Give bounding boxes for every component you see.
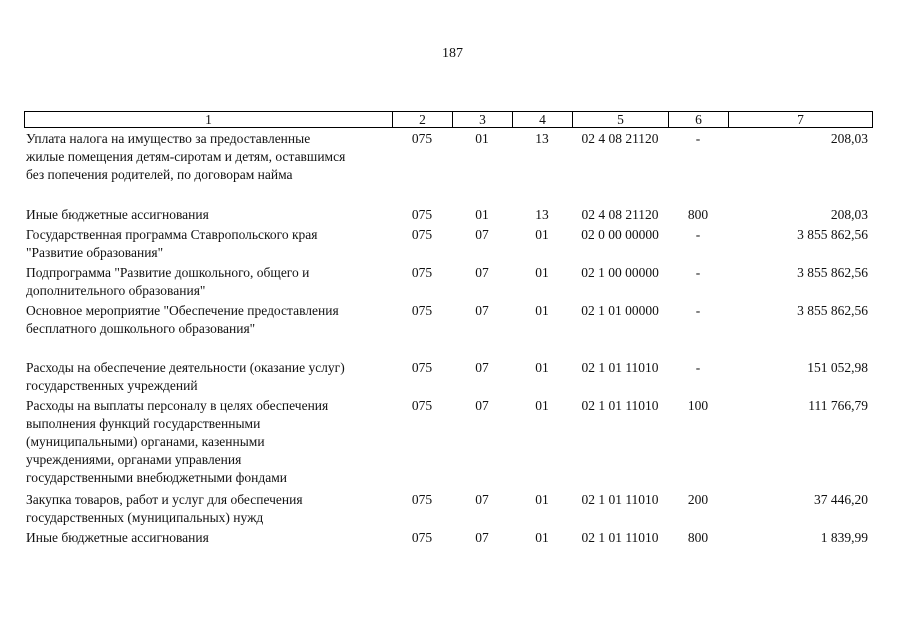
row-name-line: бесплатного дошкольного образования" <box>26 321 256 336</box>
row-name-line: дополнительного образования" <box>26 283 206 298</box>
row-target-article-code: 02 1 01 11010 <box>581 398 659 413</box>
row-name-line: выполнения функций государственными <box>26 416 261 431</box>
row-section-code: 01 <box>475 207 489 222</box>
row-name-line: Расходы на обеспечение деятельности (оказание услуг) <box>26 360 345 375</box>
column-header-row <box>25 112 873 128</box>
row-subsection-code: 01 <box>535 265 549 280</box>
row-section-code: 07 <box>475 398 489 413</box>
row-section-code: 07 <box>475 492 489 507</box>
row-name <box>26 264 394 300</box>
row-department-code: 075 <box>411 303 433 318</box>
row-name-line: Иные бюджетные ассигнования <box>26 530 209 545</box>
row-section-code: 07 <box>475 360 489 375</box>
page-number: 187 <box>442 46 463 61</box>
row-expense-type-code: - <box>695 227 701 242</box>
row-subsection-code: 01 <box>535 492 549 507</box>
row-department-code: 075 <box>411 530 433 545</box>
row-subsection-code: 13 <box>535 131 549 146</box>
row-amount: 3 855 862,56 <box>797 303 868 318</box>
row-subsection-code: 13 <box>535 207 549 222</box>
row-name-line: Уплата налога на имущество за предоставленные <box>26 131 311 146</box>
row-amount: 3 855 862,56 <box>797 227 868 242</box>
row-amount: 208,03 <box>830 131 868 146</box>
row-expense-type-code: - <box>695 360 701 375</box>
row-department-code: 075 <box>411 227 433 242</box>
column-header-7: 7 <box>729 112 873 128</box>
row-section-code: 07 <box>475 530 489 545</box>
row-target-article-code: 02 0 00 00000 <box>581 227 659 242</box>
row-name <box>26 226 394 262</box>
row-target-article-code: 02 4 08 21120 <box>581 207 659 222</box>
row-name-line: государственных (муниципальных) нужд <box>26 510 264 525</box>
column-header-3: 3 <box>453 112 513 128</box>
row-target-article-code: 02 1 01 00000 <box>581 303 659 318</box>
row-name-line: "Развитие образования" <box>26 245 164 260</box>
row-name <box>26 397 394 487</box>
row-department-code: 075 <box>411 360 433 375</box>
row-department-code: 075 <box>411 398 433 413</box>
row-target-article-code: 02 1 00 00000 <box>581 265 659 280</box>
row-department-code: 075 <box>411 265 433 280</box>
row-expense-type-code: 800 <box>687 530 709 545</box>
row-section-code: 01 <box>475 131 489 146</box>
row-subsection-code: 01 <box>535 303 549 318</box>
row-name <box>26 130 394 184</box>
row-section-code: 07 <box>475 303 489 318</box>
column-header-4: 4 <box>513 112 573 128</box>
row-department-code: 075 <box>411 492 433 507</box>
row-amount: 208,03 <box>830 207 868 222</box>
row-expense-type-code: - <box>695 265 701 280</box>
row-name-line: Закупка товаров, работ и услуг для обеспечения <box>26 492 303 507</box>
row-target-article-code: 02 1 01 11010 <box>581 360 659 375</box>
row-amount: 111 766,79 <box>808 398 868 413</box>
row-amount: 1 839,99 <box>820 530 868 545</box>
row-expense-type-code: 100 <box>687 398 709 413</box>
row-department-code: 075 <box>411 131 433 146</box>
row-expense-type-code: 800 <box>687 207 709 222</box>
row-name <box>26 529 394 547</box>
row-target-article-code: 02 1 01 11010 <box>581 492 659 507</box>
row-name <box>26 302 394 338</box>
column-header-5: 5 <box>573 112 669 128</box>
row-name <box>26 206 394 224</box>
row-name-line: Основное мероприятие "Обеспечение предоставления <box>26 303 339 318</box>
row-subsection-code: 01 <box>535 398 549 413</box>
row-expense-type-code: - <box>695 303 701 318</box>
row-amount: 37 446,20 <box>814 492 868 507</box>
row-target-article-code: 02 4 08 21120 <box>581 131 659 146</box>
column-header-1: 1 <box>25 112 393 128</box>
row-amount: 151 052,98 <box>807 360 868 375</box>
row-name <box>26 491 394 527</box>
row-subsection-code: 01 <box>535 227 549 242</box>
row-amount: 3 855 862,56 <box>797 265 868 280</box>
row-name-line: Расходы на выплаты персоналу в целях обеспечения <box>26 398 329 413</box>
row-subsection-code: 01 <box>535 360 549 375</box>
row-name <box>26 359 394 395</box>
column-header-6: 6 <box>669 112 729 128</box>
row-name-line: учреждениями, органами управления <box>26 452 242 467</box>
row-name-line: Государственная программа Ставропольского края <box>26 227 318 242</box>
row-name-line: государственными внебюджетными фондами <box>26 470 288 485</box>
row-section-code: 07 <box>475 227 489 242</box>
row-expense-type-code: - <box>695 131 701 146</box>
row-section-code: 07 <box>475 265 489 280</box>
row-expense-type-code: 200 <box>687 492 709 507</box>
row-name-line: жилые помещения детям-сиротам и детям, оставшимся <box>26 149 346 164</box>
row-department-code: 075 <box>411 207 433 222</box>
row-name-line: Иные бюджетные ассигнования <box>26 207 209 222</box>
row-target-article-code: 02 1 01 11010 <box>581 530 659 545</box>
row-name-line: (муниципальными) органами, казенными <box>26 434 265 449</box>
column-header-table <box>24 111 873 128</box>
row-name-line: государственных учреждений <box>26 378 198 393</box>
row-name-line: Подпрограмма "Развитие дошкольного, общего и <box>26 265 310 280</box>
row-subsection-code: 01 <box>535 530 549 545</box>
column-header-2: 2 <box>393 112 453 128</box>
row-name-line: без попечения родителей, по договорам найма <box>26 167 293 182</box>
